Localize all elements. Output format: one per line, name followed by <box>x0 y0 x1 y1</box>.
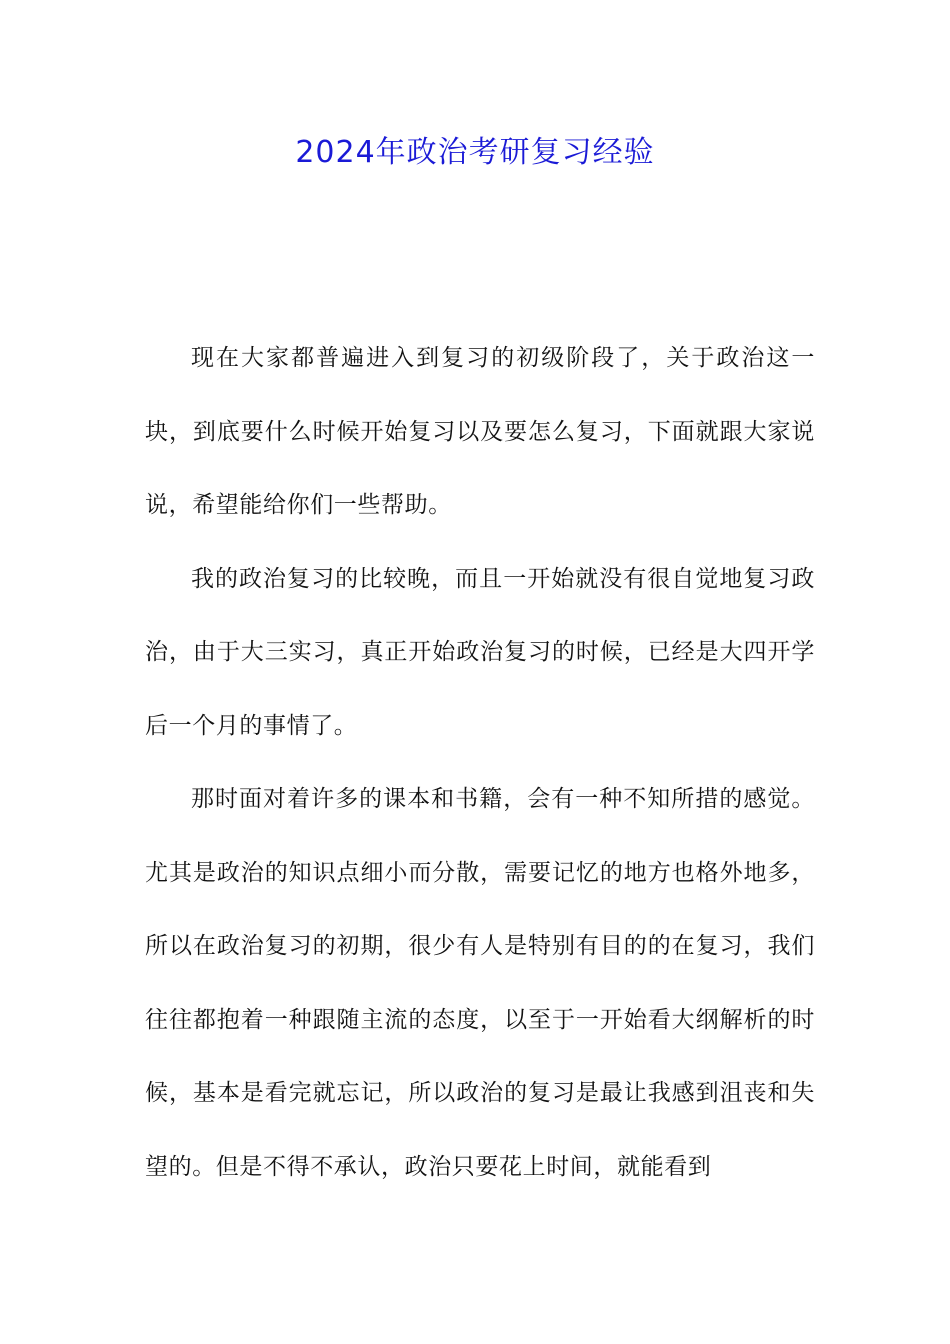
paragraph-2: 我的政治复习的比较晚，而且一开始就没有很自觉地复习政治，由于大三实习，真正开始政治复习的时候，已经是大四开学后一个月的事情了。 <box>145 565 815 739</box>
document-title: 2024年政治考研复习经验 <box>295 135 655 170</box>
document-body <box>145 322 815 1204</box>
paragraph-1: 现在大家都普遍进入到复习的初级阶段了，关于政治这一块，到底要什么时候开始复习以及要怎么复习，下面就跟大家说说，希望能给你们一些帮助。 <box>145 345 815 518</box>
paragraph-3: 那时面对着许多的课本和书籍，会有一种不知所措的感觉。尤其是政治的知识点细小而分散，需要记忆的地方也格外地多，所以在政治复习的初期，很少有人是特别有目的的在复习，我们往往都抱着一种跟随主流的态度，以至于一开始看大纲解析的时候，基本是看完就忘记，所以政治的复习是最让我感到沮丧和失望的。但是不得不承认，政治只要花上时间，就能看到 <box>145 786 815 1180</box>
